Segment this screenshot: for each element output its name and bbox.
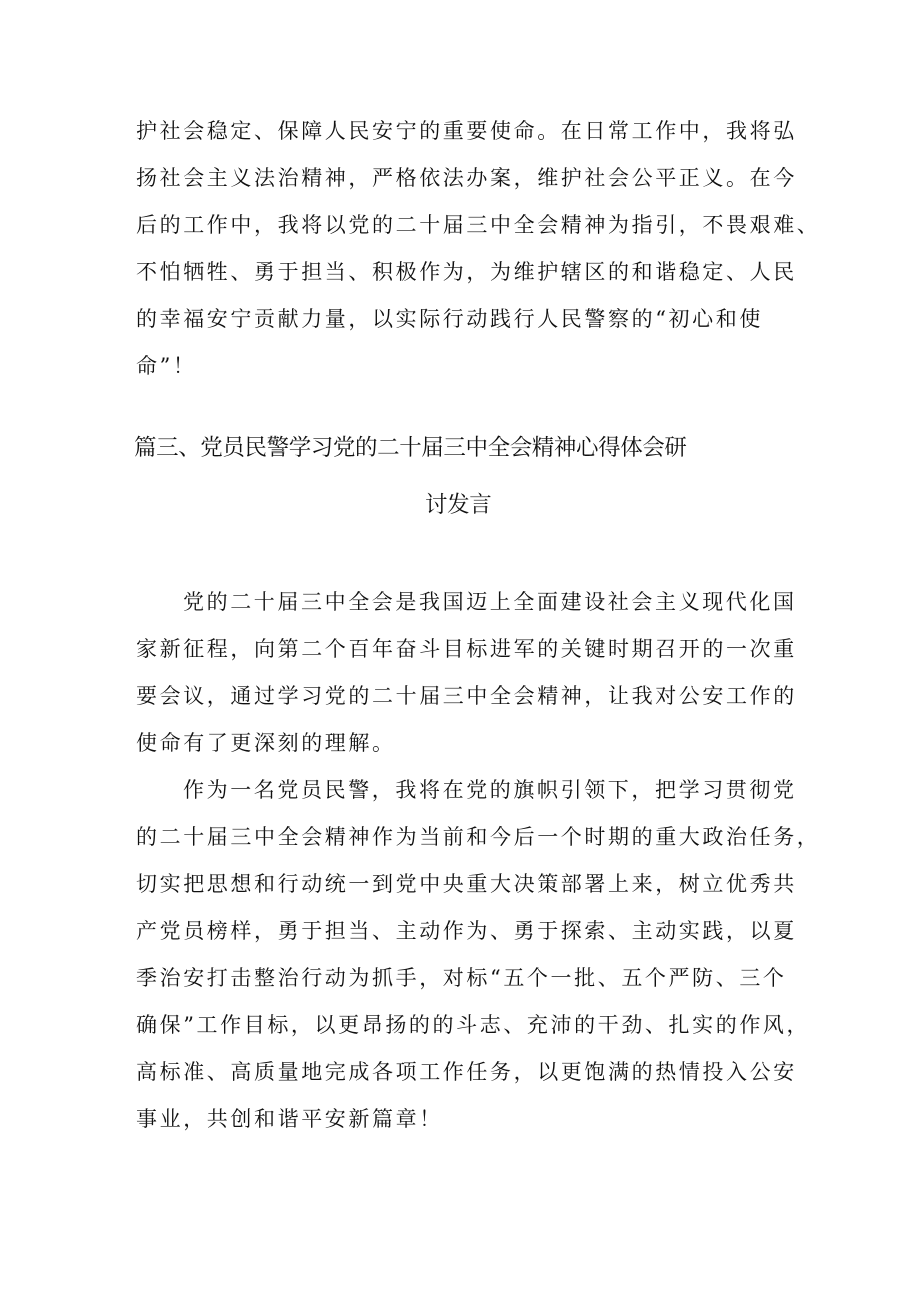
- section-title-line-1: 篇三、党员民警学习党的二十届三中全会精神心得体会研: [134, 435, 687, 461]
- text-line: 切实把思想和行动统一到党中央重大决策部署上来，树立优秀共: [136, 872, 797, 896]
- text-line: 护社会稳定、保障人民安宁的重要使命。在日常工作中，我将弘: [136, 119, 797, 143]
- text-line: 要会议，通过学习党的二十届三中全会精神，让我对公安工作的: [136, 684, 797, 708]
- text-line: 命”！: [136, 354, 197, 378]
- text-line: 不怕牺牲、勇于担当、积极作为，为维护辖区的和谐稳定、人民: [136, 260, 797, 284]
- text-line: 确保”工作目标，以更昂扬的的斗志、充沛的干劲、扎实的作风，: [136, 1013, 811, 1037]
- text-line: 季治安打击整治行动为抓手，对标“五个一批、五个严防、三个: [136, 966, 787, 990]
- text-line: 党的二十届三中全会是我国迈上全面建设社会主义现代化国: [183, 590, 797, 614]
- text-line: 产党员榜样，勇于担当、主动作为、勇于探索、主动实践，以夏: [136, 919, 797, 943]
- text-line: 家新征程，向第二个百年奋斗目标进军的关键时期召开的一次重: [136, 637, 797, 661]
- text-line: 后的工作中，我将以党的二十届三中全会精神为指引，不畏艰难、: [136, 213, 821, 237]
- text-line: 作为一名党员民警，我将在党的旗帜引领下，把学习贯彻党: [183, 778, 797, 802]
- text-line: 扬社会主义法治精神，严格依法办案，维护社会公平正义。在今: [136, 166, 797, 190]
- text-line: 的幸福安宁贡献力量，以实际行动践行人民警察的“初心和使: [136, 307, 763, 331]
- text-line: 事业，共创和谐平安新篇章！: [136, 1107, 443, 1131]
- section-title-line-2: 讨发言: [425, 492, 492, 518]
- text-line: 高标准、高质量地完成各项工作任务，以更饱满的热情投入公安: [136, 1060, 797, 1084]
- text-line: 的二十届三中全会精神作为当前和今后一个时期的重大政治任务，: [136, 825, 821, 849]
- text-line: 使命有了更深刻的理解。: [136, 731, 396, 755]
